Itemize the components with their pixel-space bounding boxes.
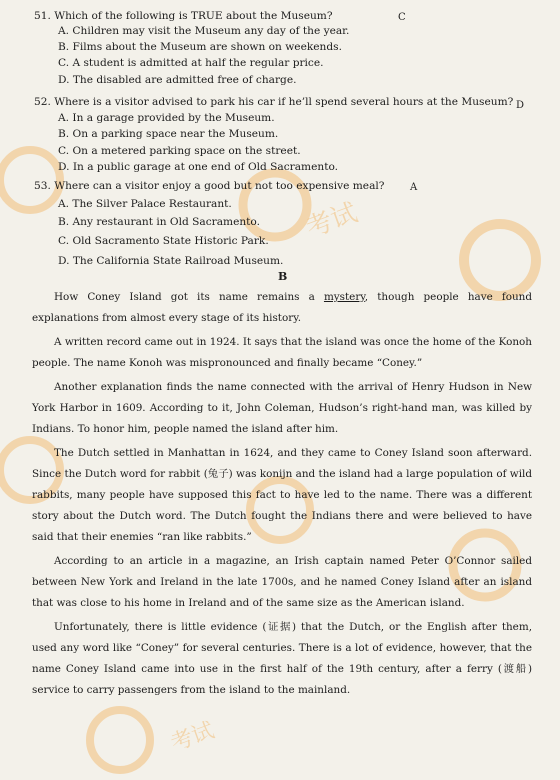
question-51-option-d: D. The disabled are admitted free of charge. (58, 74, 297, 86)
passage-p1-start: How Coney Island got its name remains a (54, 291, 324, 303)
question-53-stem: 53. Where can a visitor enjoy a good but not too expensive meal? (34, 180, 385, 192)
watermark-text: 考试 (302, 197, 362, 244)
question-52-option-c: C. On a metered parking space on the street. (58, 145, 301, 157)
question-53-option-d: D. The California State Railroad Museum. (58, 255, 284, 267)
question-53-answer: A (410, 182, 418, 193)
passage-paragraph-4: The Dutch settled in Manhattan in 1624, and they came to Coney Island soon afterward. Since the Dutch word for rabbit (兔子) was konijn and the island had a large population of wild rabbits, many people have supposed this fact to have led to the name. There was a different story about the Dutch word. The Dutch fought the Indians there and were believed to have said that their enemies “ran like rabbits.” (32, 447, 532, 543)
question-52-answer: D (516, 100, 525, 111)
passage-paragraph-1 (32, 287, 532, 329)
section-b-heading: B (278, 270, 288, 283)
question-53-option-b: B. Any restaurant in Old Sacramento. (58, 216, 260, 228)
question-52-stem: 52. Where is a visitor advised to park his car if he’ll spend several hours at the Museum? (34, 96, 514, 108)
question-51-option-b: B. Films about the Museum are shown on weekends. (58, 41, 342, 53)
question-51-answer: C (398, 12, 406, 23)
question-51-option-c: C. A student is admitted at half the regular price. (58, 57, 324, 69)
question-51-option-a: A. Children may visit the Museum any day of the year. (58, 25, 350, 37)
passage-paragraph-5: According to an article in a magazine, an Irish captain named Peter O’Connor sailed between New York and Ireland in the late 1700s, and he named Coney Island after an island that was close to his home in Ireland and of the same size as the American island. (32, 555, 532, 609)
watermark-text-2: 考试 (167, 718, 218, 757)
reading-passage (32, 287, 532, 701)
passage-paragraph-6: Unfortunately, there is little evidence (证据) that the Dutch, or the English after them, used any word like “Coney” for several centuries. There is a lot of evidence, however, that the name Coney Island came into use in the first half of the 19th century, after a ferry (渡船) service to carry passengers from the island to the mainland. (32, 621, 532, 696)
question-52-option-a: A. In a garage provided by the Museum. (58, 112, 275, 124)
passage-paragraph-3: Another explanation finds the name connected with the arrival of Henry Hudson in New York Harbor in 1609. According to it, John Coleman, Hudson’s right-hand man, was killed by Indians. To honor him, people named the island after him. (32, 381, 532, 435)
passage-paragraph-2: A written record came out in 1924. It says that the island was once the home of the Konoh people. The name Konoh was mispronounced and finally became “Coney.” (32, 336, 532, 369)
question-52-option-d: D. In a public garage at one end of Old Sacramento. (58, 161, 339, 173)
watermark-logo-bottom (80, 700, 160, 780)
question-53-option-a: A. The Silver Palace Restaurant. (58, 198, 232, 210)
question-51-stem: 51. Which of the following is TRUE about the Museum? (34, 10, 333, 22)
question-53-option-c: C. Old Sacramento State Historic Park. (58, 235, 269, 247)
underlined-word-mystery: mystery (323, 291, 365, 303)
passage-p1-end: , though people have found explanations from almost every stage of its history. (32, 291, 532, 324)
question-52-option-b: B. On a parking space near the Museum. (58, 128, 279, 140)
